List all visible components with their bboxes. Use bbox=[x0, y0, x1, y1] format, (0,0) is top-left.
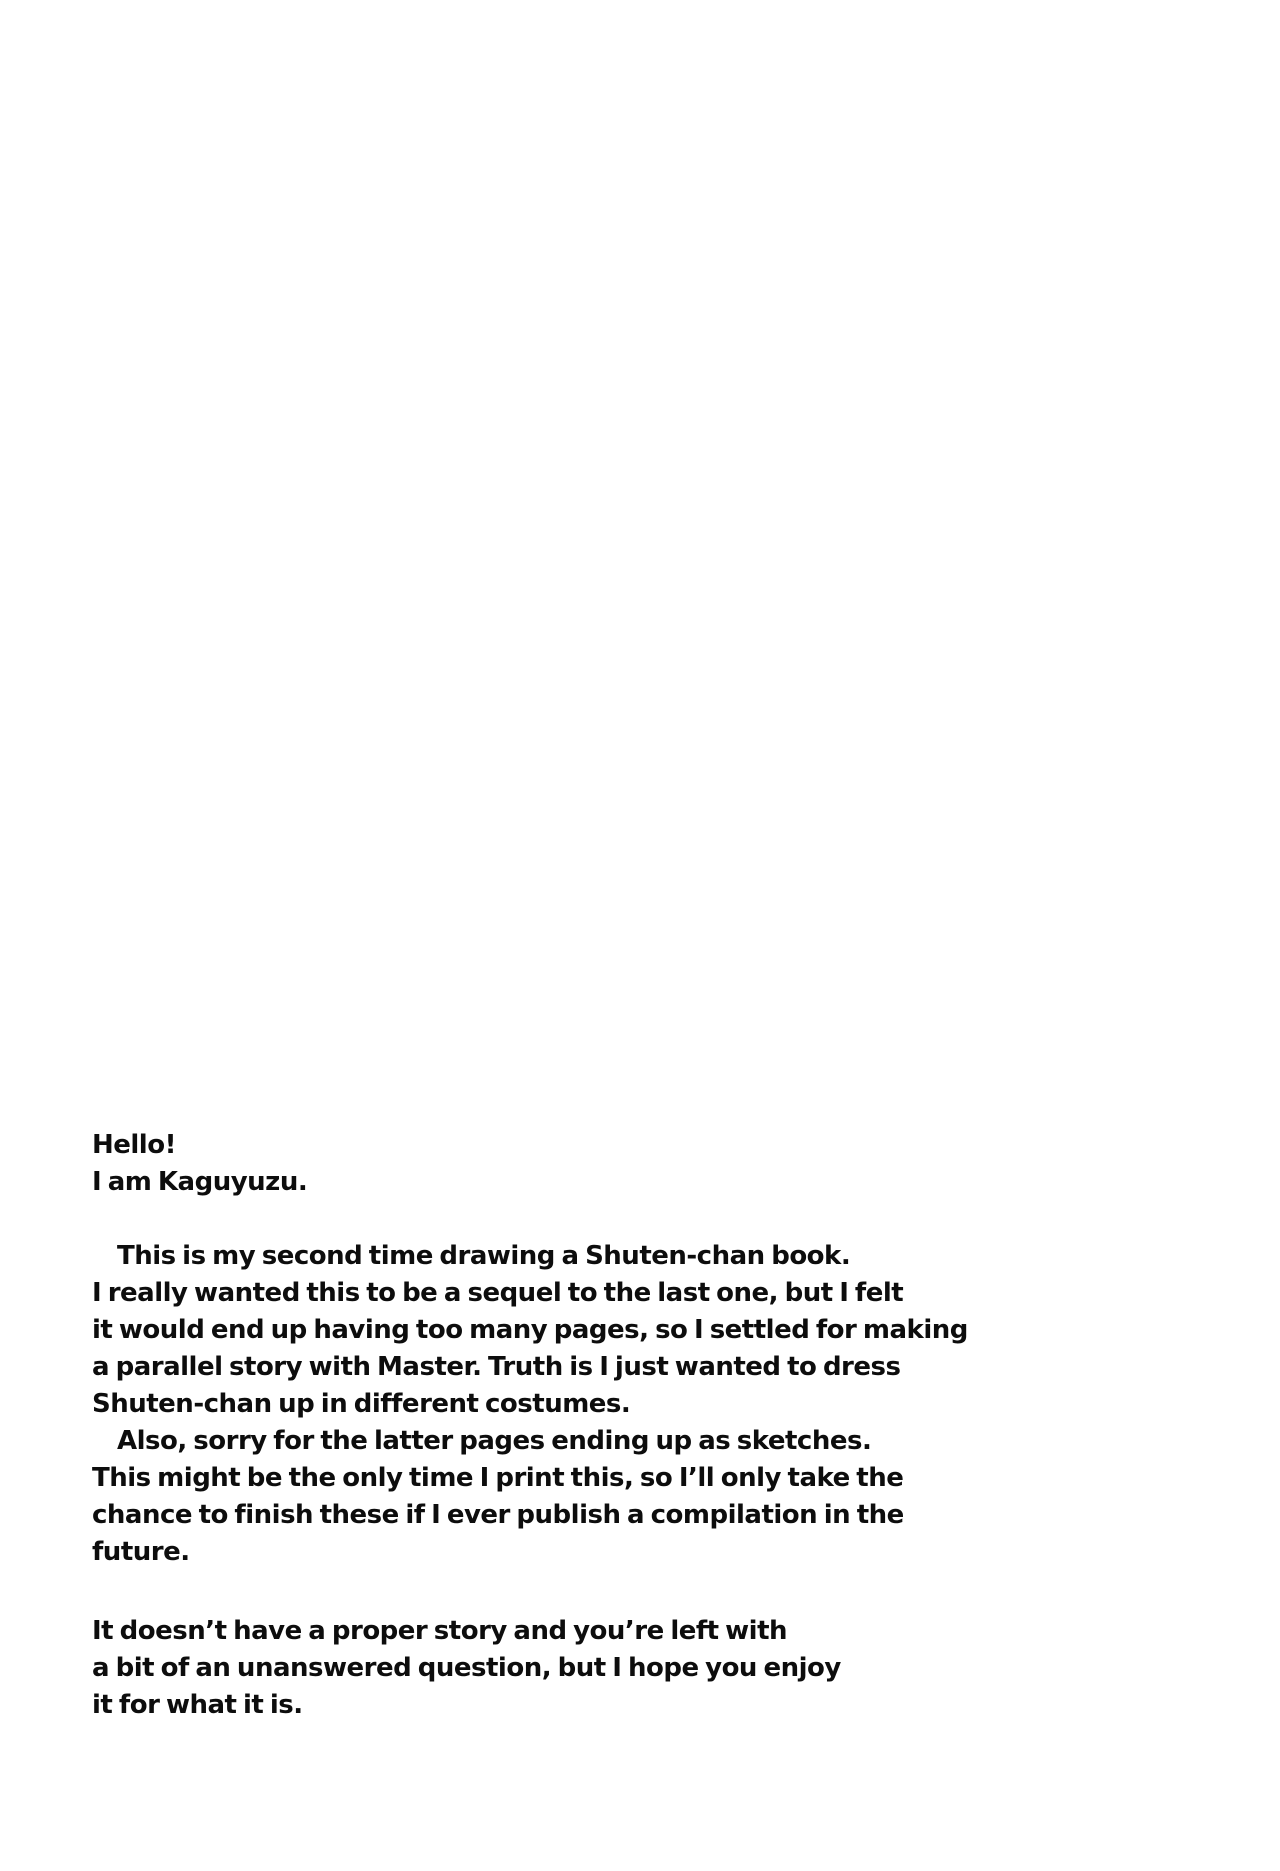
afterword-line: future. bbox=[92, 1537, 190, 1567]
afterword-line: Also, sorry for the latter pages ending up as sketches. bbox=[117, 1426, 872, 1456]
afterword-line: This might be the only time I print this, so I’ll only take the bbox=[92, 1463, 904, 1493]
afterword-line: It doesn’t have a proper story and you’re left with bbox=[92, 1616, 788, 1646]
afterword-line: I really wanted this to be a sequel to the last one, but I felt bbox=[92, 1278, 904, 1308]
afterword-line-greeting: Hello! bbox=[92, 1130, 176, 1160]
afterword-line: a bit of an unanswered question, but I hope you enjoy bbox=[92, 1653, 841, 1683]
afterword-line: Shuten-chan up in different costumes. bbox=[92, 1389, 631, 1419]
afterword-line: chance to finish these if I ever publish a compilation in the bbox=[92, 1500, 904, 1530]
afterword-line: it would end up having too many pages, so I settled for making bbox=[92, 1315, 968, 1345]
afterword-line: a parallel story with Master. Truth is I just wanted to dress bbox=[92, 1352, 901, 1382]
afterword-line-author-name: I am Kaguyuzu. bbox=[92, 1167, 308, 1197]
paragraph-gap bbox=[92, 1571, 1052, 1613]
afterword-line: This is my second time drawing a Shuten-chan book. bbox=[117, 1241, 851, 1271]
paragraph-gap bbox=[92, 1201, 1052, 1238]
afterword-text-block bbox=[92, 1127, 1052, 1724]
afterword-line: it for what it is. bbox=[92, 1690, 303, 1720]
